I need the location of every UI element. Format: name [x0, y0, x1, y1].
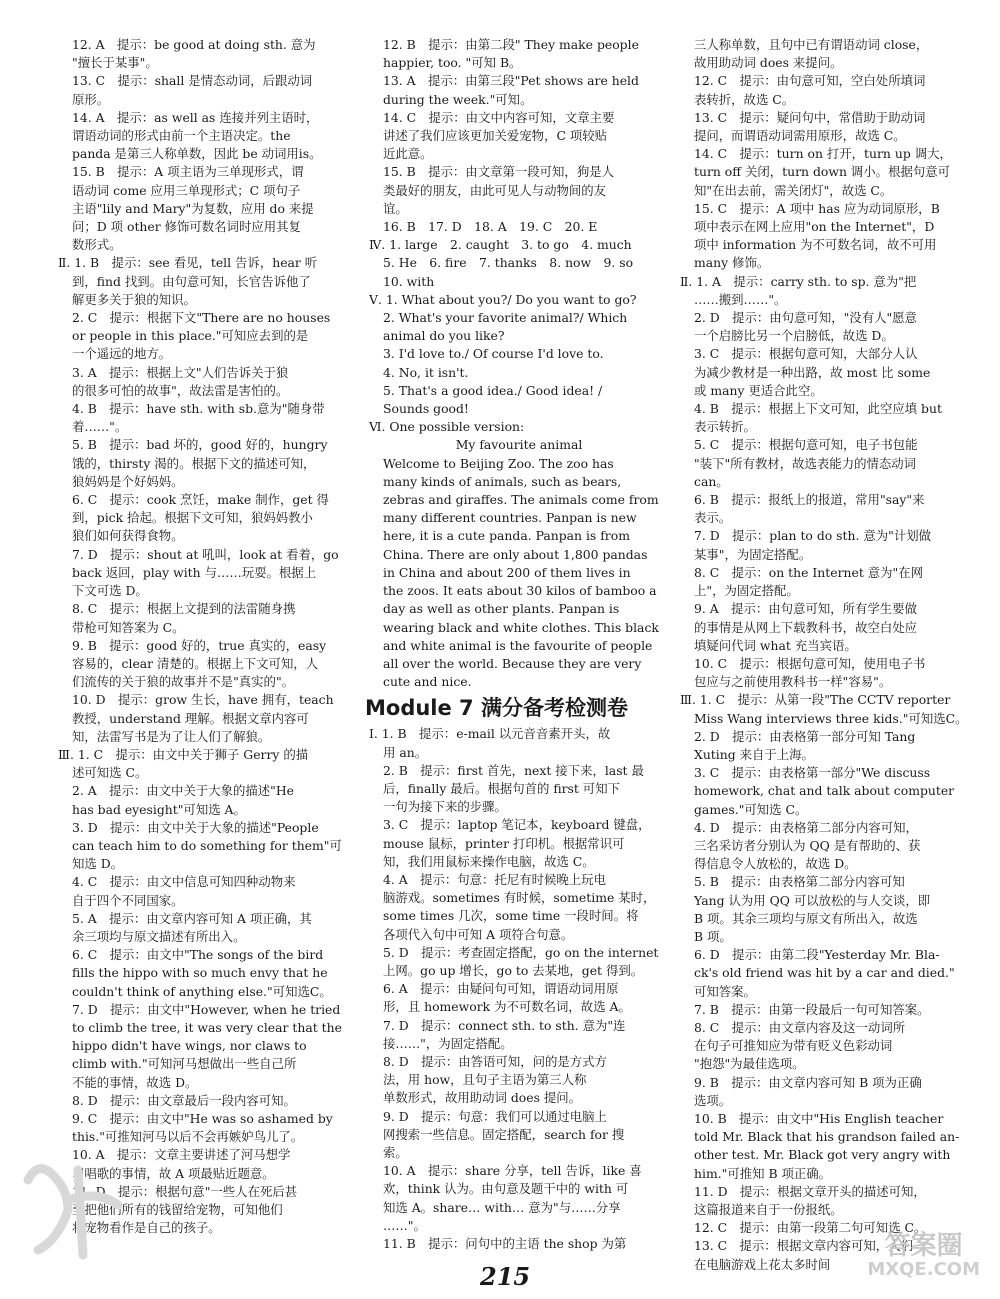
answer-line: 9. B 提示：good 好的，true 真实的，easy [72, 637, 327, 653]
answer-line: 5. C 提示：根据句意可知，电子书包能 [694, 437, 918, 453]
answer-continuation-line: 狼妈妈是个好妈妈。 [72, 473, 184, 489]
answer-continuation-line: this."可推知河马以后不会再嫉妒鸟儿了。 [72, 1129, 304, 1145]
answer-line: 2. C 提示：根据下文"There are no houses [72, 310, 331, 326]
answer-line: 6. B 提示：报纸上的报道，常用"say"来 [694, 492, 925, 508]
answer-continuation-line: Welcome to Beijing Zoo. The zoo has [383, 455, 614, 471]
answer-line: 15. C 提示：A 项中 has 应为动词原形，B [694, 200, 940, 216]
answer-continuation-line: 自于四个不同国家。 [72, 892, 184, 908]
answer-continuation-line: climb with."可知河马想做出一些自己所 [72, 1056, 297, 1072]
answer-continuation-line: mouse 鼠标，printer 打印机。根据常识可 [383, 835, 625, 851]
section-answer-line: Ⅳ. 1. large 2. caught 3. to go 4. much [369, 237, 632, 253]
answer-line: 4. No, it isn't. [383, 364, 469, 380]
answer-continuation-line: fills the hippo with so much envy that he [72, 965, 328, 981]
answer-continuation-line: him."可推知 B 项正确。 [694, 1165, 832, 1181]
answer-continuation-line: 数形式。 [72, 237, 122, 253]
answer-continuation-line: many different countries. Panpan is new [383, 510, 637, 526]
answer-continuation-line: "装下"所有教材，故选表能力的情态动词 [694, 455, 917, 471]
answer-continuation-line: to climb the tree, it was very clear that the [72, 1019, 342, 1035]
answer-continuation-line: panda 是第三人称单数，因此 be 动词用is。 [72, 146, 322, 162]
answer-continuation-line: 知，法雷写书是为了让人们了解狼。 [72, 728, 271, 744]
answer-continuation-line: 项中 information 为不可数名词，故不可用 [694, 237, 937, 253]
watermark-url: MXQE.COM [867, 1259, 980, 1280]
answer-continuation-line: Miss Wang interviews three kids."可知选C。 [694, 710, 968, 726]
answer-continuation-line: homework, chat and talk about computer [694, 783, 955, 799]
answer-line: 4. B 提示：have sth. with sb.意为"随身带 [72, 401, 325, 417]
answer-continuation-line: 得信息令人放松的，故选 D。 [694, 856, 857, 872]
answer-line: 7. D 提示：由文中"However, when he tried [72, 1001, 341, 1017]
answer-line: 7. D 提示：plan to do sth. 意为"计划做 [694, 528, 932, 544]
answer-continuation-line: 知选 D。 [72, 856, 124, 872]
answer-line: 6. D 提示：由第二段"Yesterday Mr. Bla- [694, 947, 940, 963]
section-answer-line: Ⅲ. 1. C 提示：从第一段"The CCTV reporter [680, 692, 951, 708]
essay-title: My favourite animal [455, 437, 583, 453]
answer-continuation-line: 主语"lily and Mary"为复数，应用 do 来提 [72, 200, 314, 216]
answer-line: 8. C 提示：由文章内容及这一动词所 [694, 1019, 906, 1035]
answer-line: 4. D 提示：由表格第二部分内容可知， [694, 819, 918, 835]
answer-continuation-line: can。 [694, 473, 729, 489]
answer-continuation-line: 形，且 homework 为不可数名词，故选 A。 [383, 999, 631, 1015]
answer-column-left [58, 36, 360, 1237]
answer-line: 8. D 提示：由答语可知，问的是方式方 [383, 1053, 607, 1069]
answer-continuation-line: 后，finally 最后。根据句首的 first 可知下 [383, 780, 620, 796]
answer-line: 3. D 提示：由文中关于大象的描述"People [72, 819, 319, 835]
handwriting-watermark [8, 1140, 138, 1270]
answer-line: 7. D 提示：shout at 吼叫，look at 看着，go [72, 546, 339, 562]
answer-line: 2. D 提示：由句意可知，"没有人"愿意 [694, 310, 917, 326]
answer-continuation-line: 这篇报道来自于一份报纸。 [694, 1202, 843, 1217]
answer-line: 11. D 提示：根据句意"一些人在死后甚 [72, 1183, 298, 1199]
site-watermark [867, 1232, 980, 1280]
answer-continuation-line: 到，pick 拾起。根据下文可知，狼妈妈教小 [72, 510, 313, 526]
answer-continuation-line: many 修饰。 [694, 255, 770, 271]
answer-line: 14. C 提示：turn on 打开，turn up 调大， [694, 146, 952, 162]
answer-continuation-line: 原形。 [72, 91, 110, 107]
answer-continuation-line: 为减少教材是一种出路，故 most 比 some [694, 364, 931, 380]
answer-line: 3. C 提示：laptop 笔记本，keyboard 键盘， [383, 817, 651, 833]
answer-continuation-line: 故用助动词 does 来提问。 [694, 55, 843, 71]
answer-continuation-line: 将宠物看作是自己的孩子。 [72, 1220, 221, 1236]
section-answer-line: Ⅱ. 1. A 提示：carry sth. to sp. 意为"把 [680, 273, 917, 289]
answer-continuation-line: China. There are only about 1,800 pandas [383, 546, 648, 562]
answer-continuation-line: Xuting 来自于上海。 [694, 746, 814, 762]
answer-continuation-line: 着……"。 [72, 419, 128, 435]
answer-line: 3. C 提示：根据句意可知，大部分人认 [694, 346, 918, 362]
answer-continuation-line: 上"，为固定搭配。 [694, 583, 799, 599]
answer-continuation-line: the zoos. It eats about 30 kilos of bamboo a [383, 583, 657, 599]
answer-continuation-line: 狼们如何获得食物。 [72, 528, 184, 544]
section-answer-line: Ⅴ. 1. What about you?/ Do you want to go? [369, 291, 637, 307]
answer-continuation-line: 在电脑游戏上花太多时间 [694, 1256, 831, 1272]
answer-line: 13. C 提示：shall 是情态动词，后跟动词 [72, 73, 313, 89]
answer-continuation-line: 语动词 come 应用三单现形式；C 项句子 [72, 182, 301, 198]
answer-line: 10. D 提示：grow 生长，have 拥有，teach [72, 692, 334, 708]
answer-continuation-line: 带枪可知答案为 C。 [72, 619, 185, 635]
answer-continuation-line: B 项。 [694, 928, 732, 944]
answer-continuation-line: 解更多关于狼的知识。 [72, 291, 196, 307]
answer-line: 9. B 提示：由文章内容可知 B 项为正确 [694, 1074, 922, 1090]
answer-continuation-line: zebras and giraffes. The animals come from [383, 492, 659, 508]
answer-line: 12. C 提示：由第一段第二句可知选 C。 [694, 1220, 927, 1236]
answer-continuation-line: cute and nice. [383, 674, 472, 690]
page-number: 215 [480, 1262, 531, 1291]
section-answer-line: Ⅵ. One possible version: [369, 419, 525, 435]
answer-continuation-line: "擅长于某事"。 [72, 55, 158, 71]
answer-line: 2. B 提示：first 首先，next 接下来，last 最 [383, 762, 644, 778]
answer-line: 11. D 提示：根据文章开头的描述可知， [694, 1183, 926, 1199]
answer-line: 12. C 提示：由句意可知，空白处所填词 [694, 73, 926, 89]
answer-continuation-line: in China and about 200 of them lives in [383, 564, 631, 580]
answer-continuation-line: hippo didn't have wings, nor claws to [72, 1038, 307, 1054]
answer-continuation-line: all over the world. Because they are very [383, 655, 642, 671]
section-answer-line: Ⅲ. 1. C 提示：由文中关于狮子 Gerry 的描 [58, 746, 309, 762]
watermark-title: 答案圈 [884, 1231, 963, 1261]
answer-continuation-line: 索。 [383, 1144, 408, 1160]
answer-continuation-line: 用 an。 [383, 744, 428, 760]
answer-continuation-line: 近此意。 [383, 146, 433, 162]
answer-line: 5. He 6. fire 7. thanks 8. now 9. so [383, 255, 634, 271]
answer-line: 2. D 提示：由表格第一部分可知 Tang [694, 728, 916, 744]
answer-continuation-line: "抱怨"为最佳选项。 [694, 1056, 805, 1072]
answer-line: 9. A 提示：由句意可知，所有学生要做 [694, 601, 917, 617]
answer-line: 3. I'd love to./ Of course I'd love to. [383, 346, 604, 362]
answer-line: 5. B 提示：bad 坏的，good 好的，hungry [72, 437, 328, 453]
answer-line: 10. A 提示：share 分享，tell 告诉，like 喜 [383, 1163, 642, 1179]
answer-line: 10. A 提示：文章主要讲述了河马想学 [72, 1147, 291, 1163]
answer-continuation-line: 谓语动词的形式由前一个主语决定。the [72, 128, 291, 144]
answer-column-right [680, 36, 982, 1274]
answer-continuation-line: 知，我们用鼠标来操作电脑，故选 C。 [383, 853, 595, 869]
answer-continuation-line: 知选 A。share… with… 意为"与……分享 [383, 1199, 621, 1215]
answer-line: 8. C 提示：on the Internet 意为"在网 [694, 564, 924, 580]
section-answer-line: Ⅰ. 1. B 提示：e-mail 以元音音素开头，故 [369, 726, 611, 742]
answer-line: 7. B 提示：由第一段最后一句可知答案。 [694, 1001, 930, 1017]
answer-continuation-line: during the week."可知。 [383, 91, 533, 107]
answer-line: 14. A 提示：as well as 连接并列主语时， [72, 109, 319, 125]
answer-line: 4. C 提示：由文中信息可知四种动物来 [72, 874, 296, 890]
answer-continuation-line: has bad eyesight"可知选 A。 [72, 801, 246, 817]
answer-line: 3. A 提示：根据上文"人们告诉关于狼 [72, 364, 289, 380]
answer-line: 7. D 提示：connect sth. to sth. 意为"连 [383, 1017, 626, 1033]
answer-line: 11. B 提示：问句中的主语 the shop 为第 [383, 1236, 627, 1251]
answer-continuation-line: 上网。go up 增长，go to 去某地，get 得到。 [383, 962, 644, 978]
answer-continuation-line: and white animal is the favourite of people [383, 637, 653, 653]
answer-line: 13. C 提示：疑问句中，常借助于助动词 [694, 109, 926, 125]
answer-continuation-line: many kinds of animals, such as bears, [383, 473, 622, 489]
answer-continuation-line: 单数形式，故用助动词 does 提问。 [383, 1090, 582, 1106]
answer-line: 4. B 提示：根据上下文可知，此空应填 but [694, 401, 942, 417]
answer-continuation-line: 接……"，为固定搭配。 [383, 1035, 513, 1051]
answer-continuation-line: 三人称单数，且句中已有谓语动词 close， [694, 37, 929, 52]
answer-line: 2. A 提示：由文中关于大象的描述"He [72, 783, 295, 799]
answer-continuation-line: 包应与之前使用教科书一样"容易"。 [694, 674, 892, 690]
answer-line: 13. A 提示：由第三段"Pet shows are held [383, 73, 639, 89]
answer-continuation-line: 述可知选 C。 [72, 765, 148, 781]
answer-line: 6. C 提示：由文中"The songs of the bird [72, 947, 324, 963]
answer-continuation-line: 项中表示在网上应用"on the Internet"，D [694, 219, 935, 235]
answer-continuation-line: 表示转折。 [694, 419, 756, 435]
answer-continuation-line: 填疑问代词 what 充当宾语。 [694, 637, 857, 653]
answer-line: 8. D 提示：由文章最后一段内容可知。 [72, 1092, 296, 1108]
answer-continuation-line: 在句子可推知应为带有贬义色彩动词 [694, 1038, 893, 1054]
answer-continuation-line: 各项代入句中可知 A 项符合句意。 [383, 926, 574, 942]
answer-continuation-line: 或 many 更适合此空。 [694, 382, 823, 398]
answer-line: 10. with [383, 273, 435, 289]
answer-continuation-line: 下文可选 D。 [72, 583, 148, 599]
answer-continuation-line: animal do you like? [383, 328, 505, 344]
answer-line: 15. B 提示：由文章第一段可知，狗是人 [383, 164, 614, 180]
answer-continuation-line: 某事"，为固定搭配。 [694, 546, 812, 562]
answer-continuation-line: 一个遥远的地方。 [72, 346, 172, 362]
answer-line: 5. A 提示：由文章内容可知 A 项正确，其 [72, 910, 312, 926]
answer-continuation-line: some times 几次，some time 一段时间。将 [383, 908, 639, 924]
answer-continuation-line: 到，find 找到。由句意可知，长官告诉他了 [72, 273, 311, 289]
answer-continuation-line: 谊。 [383, 200, 408, 216]
answer-continuation-line: Yang 认为用 QQ 可以放松的与人交谈，即 [694, 892, 931, 908]
answer-line: 14. C 提示：由文中内容可知，文章主要 [383, 109, 615, 125]
answer-continuation-line: happier, too. "可知 B。 [383, 55, 522, 71]
answer-line: 12. A 提示：be good at doing sth. 意为 [72, 37, 316, 52]
answer-continuation-line: ck's old friend was hit by a car and died." [694, 965, 955, 981]
answer-column-middle [365, 36, 669, 1253]
answer-continuation-line: 的很多可怕的故事"，故法雷是害怕的。 [72, 382, 289, 398]
answer-continuation-line: games."可知选 C。 [694, 801, 808, 817]
answer-line: 9. C 提示：由文中"He was so ashamed by [72, 1110, 333, 1126]
answer-continuation-line: 问；D 项 other 修饰可数名词时应用其复 [72, 219, 301, 235]
answer-continuation-line: 一个启膀比另一个启膀低，故选 D。 [694, 328, 894, 344]
answer-continuation-line: B 项。其余三项均与原文有所出入，故选 [694, 910, 918, 926]
answer-continuation-line: 的事情是从网上下载教科书，故空白处应 [694, 619, 918, 635]
answer-line: 4. A 提示：句意：托尼有时候晚上玩电 [383, 871, 606, 887]
section-answer-line: Ⅱ. 1. B 提示：see 看见，tell 告诉，hear 听 [58, 255, 318, 271]
answer-continuation-line: 一句为接下来的步骤。 [383, 799, 507, 815]
section-heading: Module 7 满分备考检测卷 [365, 696, 628, 721]
answer-continuation-line: 们流传的关于狼的故事并不是"真实的"。 [72, 674, 295, 690]
answer-continuation-line: or people in this place."可知应去到的是 [72, 328, 309, 344]
answer-line: 15. B 提示：A 项主语为三单现形式，谓 [72, 164, 304, 180]
answer-line: 10. C 提示：根据句意可知，使用电子书 [694, 655, 926, 671]
answer-continuation-line: 讲述了我们应该更加关爱宠物，C 项较贴 [383, 128, 608, 144]
answer-continuation-line: back 返回，play with 与……玩耍。根据上 [72, 564, 317, 580]
answer-continuation-line: couldn't think of anything else."可知选C。 [72, 983, 332, 999]
answer-continuation-line: 饿的，thirsty 渴的。根据下文的描述可知， [72, 455, 316, 471]
answer-line: 9. D 提示：句意：我们可以通过电脑上 [383, 1108, 607, 1124]
answer-continuation-line: wearing black and white clothes. This black [383, 619, 659, 635]
answer-continuation-line: can teach him to do something for them"可 [72, 837, 342, 853]
answer-continuation-line: 三名采访者分别认为 QQ 是有帮助的、获 [694, 837, 921, 853]
answer-line: 16. B 17. D 18. A 19. C 20. E [383, 219, 598, 235]
answer-line: 5. B 提示：由表格第二部分内容可知 [694, 874, 905, 890]
answer-line: 13. C 提示：根据文章内容可知，人们 [694, 1238, 913, 1254]
answer-continuation-line: 知"在出去前，需关闭灯"，故选 C。 [694, 182, 893, 198]
answer-line: 3. C 提示：由表格第一部分"We discuss [694, 765, 931, 781]
answer-line: 5. D 提示：考查固定搭配，go on the internet [383, 944, 659, 960]
answer-continuation-line: 容易的，clear 清楚的。根据上下文可知，人 [72, 655, 319, 671]
answer-line: 2. What's your favorite animal?/ Which [383, 310, 628, 326]
answer-continuation-line: 提问，而谓语动词需用原形，故选 C。 [694, 128, 906, 144]
answer-continuation-line: ……"。 [383, 1217, 426, 1233]
answer-continuation-line: 选项。 [694, 1092, 732, 1108]
answer-continuation-line: 表转折，故选 C。 [694, 91, 795, 107]
answer-line: 8. C 提示：根据上文提到的法雷随身携 [72, 601, 296, 617]
answer-continuation-line: 习唱歌的事情，故 A 项最贴近题意。 [72, 1165, 275, 1181]
answer-continuation-line: ……搬到……"。 [694, 291, 787, 307]
answer-continuation-line: day as well as other plants. Panpan is [383, 601, 620, 617]
answer-continuation-line: told Mr. Black that his grandson failed an- [694, 1129, 960, 1145]
answer-line: 10. B 提示：由文中"His English teacher [694, 1110, 944, 1126]
answer-continuation-line: 教授，understand 理解。根据文章内容可 [72, 710, 309, 726]
answer-continuation-line: 可知答案。 [694, 983, 756, 999]
answer-line: 6. C 提示：cook 烹饪，make 制作，get 得 [72, 492, 329, 508]
answer-continuation-line: 脑游戏。sometimes 有时候，sometime 某时， [383, 890, 656, 906]
answer-continuation-line: turn off 关闭，turn down 调小。根据句意可 [694, 164, 951, 180]
answer-continuation-line: 表示。 [694, 510, 732, 526]
answer-continuation-line: 网搜索一些信息。固定搭配，search for 搜 [383, 1126, 625, 1142]
answer-line: 6. A 提示：由疑问句可知，谓语动词用原 [383, 981, 619, 997]
answer-continuation-line: 欢，think 认为。由句意及题干中的 with 可 [383, 1181, 629, 1197]
answer-continuation-line: other test. Mr. Black got very angry with [694, 1147, 951, 1163]
answer-line: 5. That's a good idea./ Good idea! / [383, 382, 603, 398]
answer-continuation-line: 至把他们所有的钱留给宠物，可知他们 [72, 1202, 283, 1217]
answer-continuation-line: 余三项均与原文描述有所出入。 [72, 928, 246, 944]
answer-continuation-line: 不能的事情，故选 D。 [72, 1074, 198, 1090]
answer-continuation-line: 类最好的朋友，由此可见人与动物间的友 [383, 182, 607, 198]
answer-continuation-line: Sounds good! [383, 401, 469, 417]
answer-continuation-line: 法，用 how，且句子主语为第三人称 [383, 1072, 587, 1088]
answer-line: 12. B 提示：由第二段" They make people [383, 37, 639, 52]
answer-continuation-line: here, it is a cute panda. Panpan is from [383, 528, 630, 544]
